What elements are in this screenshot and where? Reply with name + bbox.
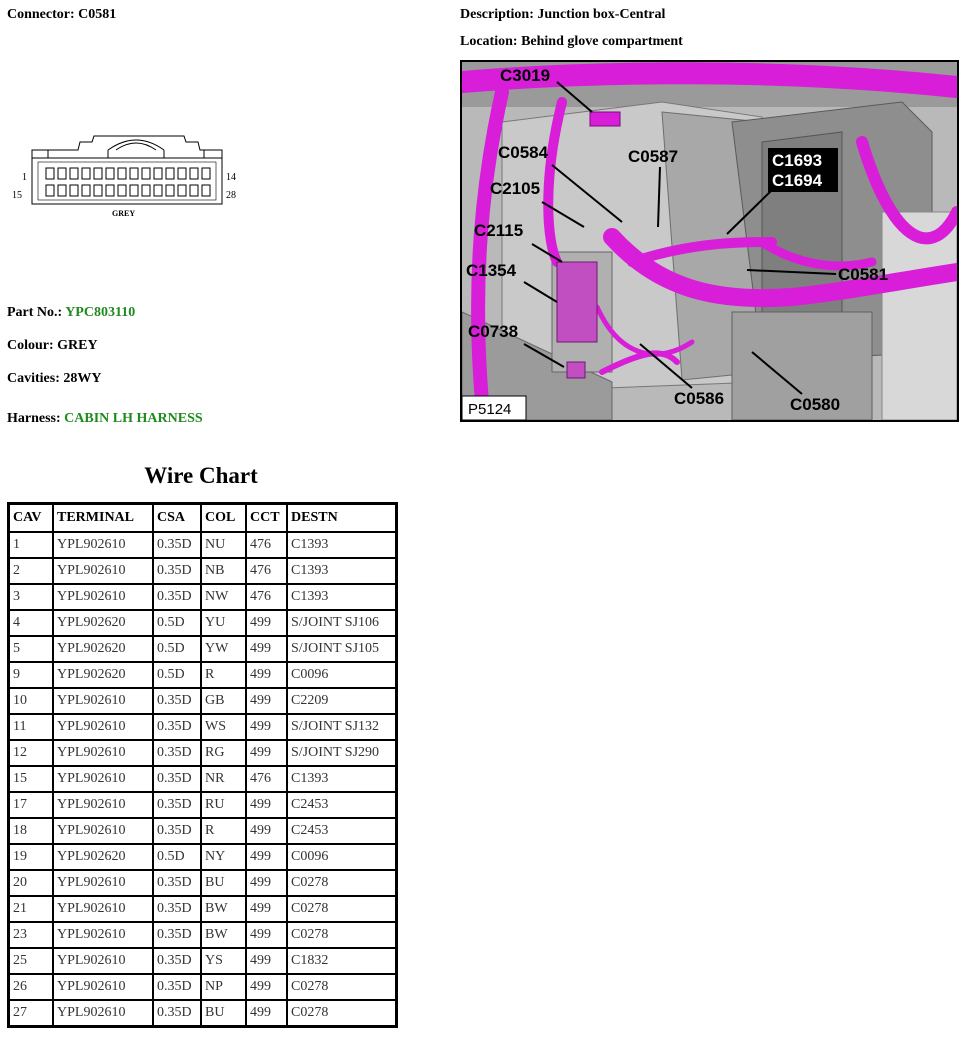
pin-cavity: [46, 185, 54, 196]
cell-terminal: YPL902610: [53, 896, 153, 922]
cell-csa: 0.35D: [153, 740, 201, 766]
cell-cct: 499: [246, 818, 287, 844]
svg-text:C0738: C0738: [468, 322, 519, 341]
cell-terminal: YPL902620: [53, 610, 153, 636]
header-destn: DESTN: [287, 504, 396, 532]
pin-cavity: [94, 168, 102, 179]
pin-cavity: [202, 168, 210, 179]
table-row: [9, 896, 396, 922]
header-cav: CAV: [9, 504, 53, 532]
description-field: [460, 7, 665, 23]
cell-col: R: [201, 818, 246, 844]
cell-cav: 18: [9, 818, 53, 844]
cell-destn: C2453: [287, 792, 396, 818]
cell-col: BU: [201, 1000, 246, 1026]
table-row: [9, 636, 396, 662]
location-value: Behind glove compartment: [521, 34, 683, 49]
description-label: Description:: [460, 7, 534, 22]
table-row: [9, 922, 396, 948]
pin-cavity: [70, 185, 78, 196]
location-illustration: [462, 62, 957, 420]
cell-cct: 499: [246, 714, 287, 740]
cavities-label: Cavities:: [7, 371, 60, 386]
colour-value: GREY: [57, 338, 98, 353]
table-header-row: [9, 504, 396, 532]
cell-destn: C1393: [287, 766, 396, 792]
cell-csa: 0.35D: [153, 1000, 201, 1026]
table-row: [9, 870, 396, 896]
part-no-field: [7, 305, 135, 321]
svg-text:C0580: C0580: [790, 395, 841, 414]
cell-col: NB: [201, 558, 246, 584]
cell-destn: C2209: [287, 688, 396, 714]
svg-text:C1694: C1694: [772, 171, 823, 190]
pin-cavity: [46, 168, 54, 179]
pin-cavity: [94, 185, 102, 196]
cell-destn: C1832: [287, 948, 396, 974]
cell-destn: C0278: [287, 1000, 396, 1026]
photo-reference: P5124: [468, 401, 512, 418]
cell-col: NY: [201, 844, 246, 870]
pin-label-28: 28: [226, 190, 236, 201]
table-row: [9, 948, 396, 974]
cell-col: R: [201, 662, 246, 688]
cell-terminal: YPL902610: [53, 584, 153, 610]
pin-cavity: [178, 185, 186, 196]
cell-csa: 0.35D: [153, 948, 201, 974]
svg-text:C2105: C2105: [490, 179, 541, 198]
cell-destn: S/JOINT SJ105: [287, 636, 396, 662]
cell-cav: 4: [9, 610, 53, 636]
cell-destn: C0278: [287, 870, 396, 896]
table-row: [9, 818, 396, 844]
cell-destn: C1393: [287, 584, 396, 610]
table-row: [9, 714, 396, 740]
cell-terminal: YPL902620: [53, 636, 153, 662]
part-no-link[interactable]: YPC803110: [65, 305, 136, 320]
cell-cav: 23: [9, 922, 53, 948]
cell-csa: 0.35D: [153, 870, 201, 896]
pin-label-14: 14: [226, 172, 236, 183]
cell-csa: 0.35D: [153, 714, 201, 740]
pin-cavity: [178, 168, 186, 179]
cell-terminal: YPL902610: [53, 792, 153, 818]
cell-destn: C0278: [287, 974, 396, 1000]
cell-col: RU: [201, 792, 246, 818]
pinout-colour-label: GREY: [112, 209, 136, 218]
cell-cct: 476: [246, 558, 287, 584]
connector-pinout-diagram: [8, 128, 248, 223]
header-col: COL: [201, 504, 246, 532]
svg-text:C0581: C0581: [838, 265, 889, 284]
cell-destn: C0096: [287, 844, 396, 870]
cell-cct: 476: [246, 532, 287, 558]
header-terminal: TERMINAL: [53, 504, 153, 532]
harness-field: [7, 411, 203, 427]
cavities-value: 28WY: [63, 371, 102, 386]
wire-chart-table: [7, 502, 398, 1028]
cell-col: YU: [201, 610, 246, 636]
cell-csa: 0.35D: [153, 818, 201, 844]
cell-csa: 0.5D: [153, 662, 201, 688]
harness-label: Harness:: [7, 411, 61, 426]
cell-terminal: YPL902610: [53, 818, 153, 844]
table-row: [9, 766, 396, 792]
pin-cavity: [142, 168, 150, 179]
table-row: [9, 610, 396, 636]
cell-cct: 499: [246, 922, 287, 948]
cell-col: NW: [201, 584, 246, 610]
cell-cct: 499: [246, 1000, 287, 1026]
cell-col: NR: [201, 766, 246, 792]
cell-cct: 476: [246, 766, 287, 792]
cell-terminal: YPL902610: [53, 688, 153, 714]
cell-destn: S/JOINT SJ132: [287, 714, 396, 740]
cell-col: RG: [201, 740, 246, 766]
cell-cav: 3: [9, 584, 53, 610]
cell-cav: 26: [9, 974, 53, 1000]
cell-csa: 0.35D: [153, 558, 201, 584]
cell-cav: 19: [9, 844, 53, 870]
cell-csa: 0.35D: [153, 766, 201, 792]
pin-cavity: [106, 168, 114, 179]
cell-terminal: YPL902610: [53, 974, 153, 1000]
cell-csa: 0.35D: [153, 792, 201, 818]
pin-cavity: [166, 185, 174, 196]
cell-cct: 499: [246, 688, 287, 714]
cell-terminal: YPL902610: [53, 740, 153, 766]
cell-cav: 10: [9, 688, 53, 714]
pin-cavity: [202, 185, 210, 196]
cell-destn: C0278: [287, 896, 396, 922]
table-row: [9, 584, 396, 610]
pin-cavity: [130, 185, 138, 196]
svg-text:C3019: C3019: [500, 66, 551, 85]
header-cct: CCT: [246, 504, 287, 532]
svg-text:C0584: C0584: [498, 143, 549, 162]
svg-text:C2115: C2115: [474, 221, 524, 240]
cell-cct: 499: [246, 844, 287, 870]
pin-cavity: [190, 185, 198, 196]
svg-text:C0587: C0587: [628, 147, 679, 166]
pin-cavity: [190, 168, 198, 179]
cell-col: NP: [201, 974, 246, 1000]
header-csa: CSA: [153, 504, 201, 532]
cell-csa: 0.35D: [153, 896, 201, 922]
cell-terminal: YPL902610: [53, 870, 153, 896]
wire-chart-title: Wire Chart: [144, 463, 258, 488]
pin-cavity: [82, 168, 90, 179]
cell-terminal: YPL902620: [53, 662, 153, 688]
table-row: [9, 792, 396, 818]
pin-cavity: [154, 168, 162, 179]
cell-cav: 15: [9, 766, 53, 792]
cell-destn: C0278: [287, 922, 396, 948]
cell-csa: 0.5D: [153, 844, 201, 870]
cell-cct: 499: [246, 610, 287, 636]
cell-csa: 0.35D: [153, 688, 201, 714]
table-row: [9, 532, 396, 558]
table-row: [9, 662, 396, 688]
cell-terminal: YPL902620: [53, 844, 153, 870]
cell-cct: 499: [246, 974, 287, 1000]
location-label: Location:: [460, 34, 518, 49]
cell-cct: 499: [246, 636, 287, 662]
cell-cav: 12: [9, 740, 53, 766]
cell-csa: 0.35D: [153, 922, 201, 948]
cell-col: NU: [201, 532, 246, 558]
pin-cavity: [166, 168, 174, 179]
cell-col: BW: [201, 922, 246, 948]
cell-terminal: YPL902610: [53, 766, 153, 792]
cell-cav: 9: [9, 662, 53, 688]
cell-cct: 499: [246, 870, 287, 896]
cell-destn: S/JOINT SJ290: [287, 740, 396, 766]
cell-cct: 499: [246, 740, 287, 766]
cavities-field: [7, 371, 102, 387]
pin-row-bottom: [46, 185, 210, 196]
pin-cavity: [58, 168, 66, 179]
cell-csa: 0.5D: [153, 610, 201, 636]
cell-cct: 499: [246, 662, 287, 688]
svg-text:C0586: C0586: [674, 389, 725, 408]
cell-cav: 1: [9, 532, 53, 558]
cell-terminal: YPL902610: [53, 532, 153, 558]
cell-col: GB: [201, 688, 246, 714]
location-photo: [460, 60, 959, 422]
cell-csa: 0.5D: [153, 636, 201, 662]
cell-cav: 21: [9, 896, 53, 922]
cell-col: BW: [201, 896, 246, 922]
cell-col: YS: [201, 948, 246, 974]
table-row: [9, 1000, 396, 1026]
cell-terminal: YPL902610: [53, 1000, 153, 1026]
part-no-label: Part No.:: [7, 305, 63, 320]
cell-terminal: YPL902610: [53, 922, 153, 948]
cell-csa: 0.35D: [153, 584, 201, 610]
cell-terminal: YPL902610: [53, 558, 153, 584]
table-row: [9, 688, 396, 714]
cell-col: YW: [201, 636, 246, 662]
cell-cav: 2: [9, 558, 53, 584]
cell-destn: C2453: [287, 818, 396, 844]
cell-destn: S/JOINT SJ106: [287, 610, 396, 636]
pin-cavity: [142, 185, 150, 196]
connector-label: Connector:: [7, 7, 75, 22]
harness-link[interactable]: CABIN LH HARNESS: [64, 411, 203, 426]
cell-destn: C1393: [287, 532, 396, 558]
cell-destn: C0096: [287, 662, 396, 688]
cell-cct: 476: [246, 584, 287, 610]
cell-cav: 27: [9, 1000, 53, 1026]
cell-cct: 499: [246, 896, 287, 922]
description-value: Junction box-Central: [537, 7, 666, 22]
svg-text:C1354: C1354: [466, 261, 517, 280]
cell-terminal: YPL902610: [53, 714, 153, 740]
cell-terminal: YPL902610: [53, 948, 153, 974]
cell-cav: 25: [9, 948, 53, 974]
cell-cav: 5: [9, 636, 53, 662]
table-row: [9, 844, 396, 870]
pin-label-1: 1: [22, 172, 27, 183]
pin-cavity: [130, 168, 138, 179]
connector-value: C0581: [78, 7, 117, 22]
cell-cav: 17: [9, 792, 53, 818]
pin-cavity: [82, 185, 90, 196]
pin-row-top: [46, 168, 210, 179]
table-row: [9, 558, 396, 584]
cell-destn: C1393: [287, 558, 396, 584]
wire-chart-body: [9, 532, 396, 1026]
cell-col: WS: [201, 714, 246, 740]
pin-cavity: [70, 168, 78, 179]
svg-text:C1693: C1693: [772, 151, 823, 170]
pin-label-15: 15: [12, 190, 22, 201]
cell-csa: 0.35D: [153, 974, 201, 1000]
pin-cavity: [58, 185, 66, 196]
cell-cct: 499: [246, 792, 287, 818]
cell-col: BU: [201, 870, 246, 896]
colour-field: [7, 338, 98, 354]
cell-cav: 20: [9, 870, 53, 896]
colour-label: Colour:: [7, 338, 54, 353]
table-row: [9, 974, 396, 1000]
connector-field: [7, 7, 116, 23]
cell-cct: 499: [246, 948, 287, 974]
pin-cavity: [154, 185, 162, 196]
pin-cavity: [118, 168, 126, 179]
pin-cavity: [106, 185, 114, 196]
cell-csa: 0.35D: [153, 532, 201, 558]
cell-cav: 11: [9, 714, 53, 740]
pin-cavity: [118, 185, 126, 196]
table-row: [9, 740, 396, 766]
location-field: [460, 34, 683, 50]
